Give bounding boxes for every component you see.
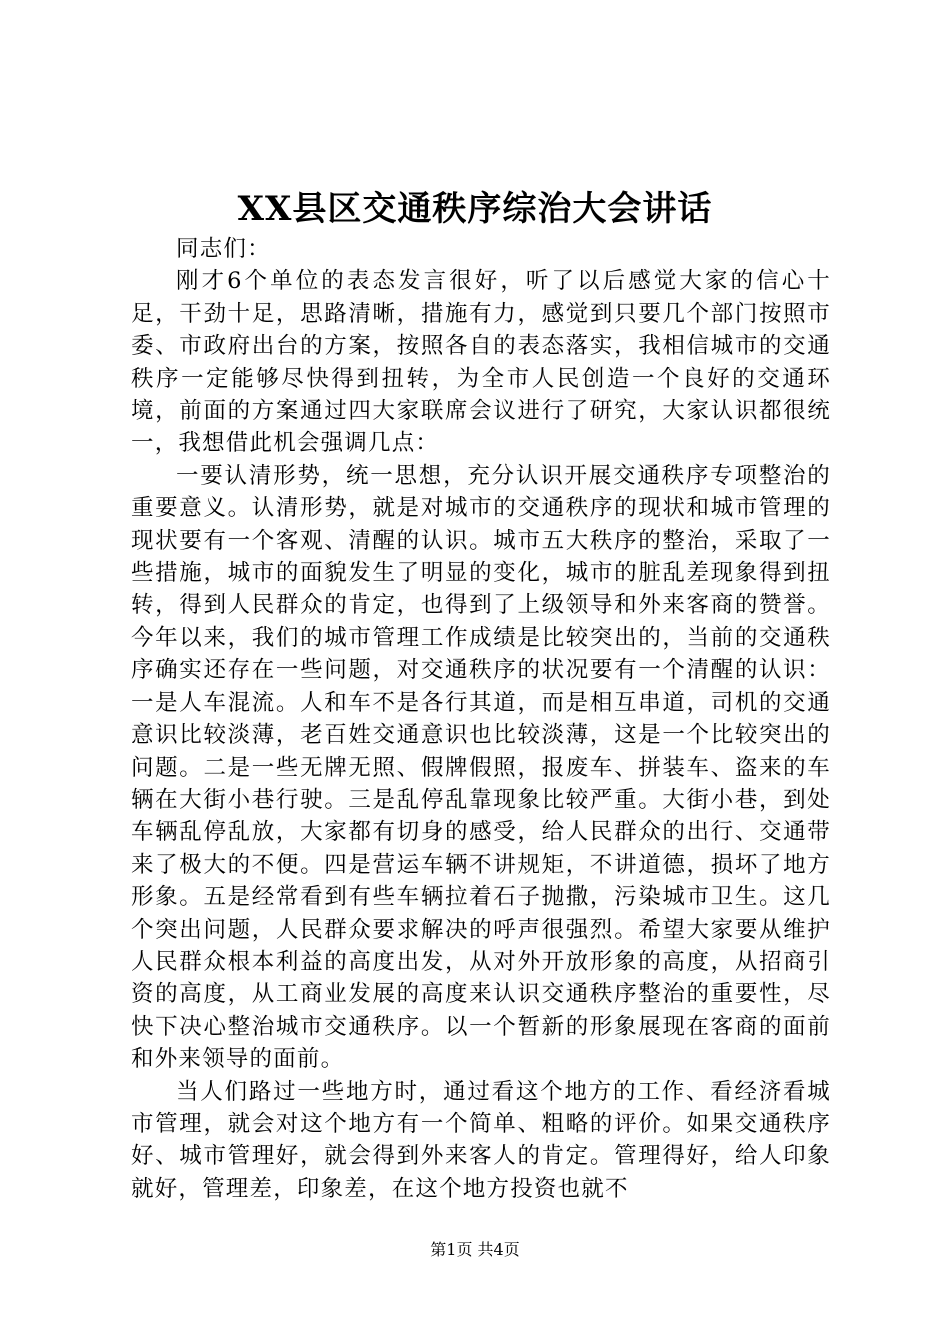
document-title: XX县区交通秩序综治大会讲话 [237,189,713,229]
paragraph-2: 一要认清形势，统一思想，充分认识开展交通秩序专项整治的重要意义。认清形势，就是对城市的交通秩序的现状和城市管理的现状要有一个客观、清醒的认识。城市五大秩序的整治，采取了一些措施，城市的面貌发生了明显的变化，城市的脏乱差现象得到扭转，得到人民群众的肯定，也得到了上级领导和外来客商的赞誉。今年以来，我们的城市管理工作成绩是比较突出的，当前的交通秩序确实还存在一些问题，对交通秩序的状况要有一个清醒的认识：一是人车混流。人和车不是各行其道，而是相互串道，司机的交通意识比较淡薄，老百姓交通意识也比较淡薄，这是一个比较突出的问题。二是一些无牌无照、假牌假照，报废车、拼装车、盗来的车辆在大街小巷行驶。三是乱停乱靠现象比较严重。大街小巷，到处车辆乱停乱放，大家都有切身的感受，给人民群众的出行、交通带来了极大的不便。四是营运车辆不讲规矩，不讲道德，损坏了地方形象。五是经常看到有些车辆拉着石子抛撒，污染城市卫生。这几个突出问题，人民群众要求解决的呼声很强烈。希望大家要从维护人民群众根本利益的高度出发，从对外开放形象的高度，从招商引资的高度，从工商业发展的高度来认识交通秩序整治的重要性，尽快下决心整治城市交通秩序。以一个暂新的形象展现在客商的面前和外来领导的面前。 [131,462,831,1073]
paragraph-1: 刚才6个单位的表态发言很好，听了以后感觉大家的信心十足，干劲十足，思路清晰，措施有力，感觉到只要几个部门按照市委、市政府出台的方案，按照各自的表态落实，我相信城市的交通秩序一定能够尽快得到扭转，为全市人民创造一个良好的交通环境，前面的方案通过四大家联席会议进行了研究，大家认识都很统一，我想借此机会强调几点： [131,268,831,457]
page-number-footer: 第1页 共4页 [430,1240,520,1259]
salutation: 同志们： [176,236,271,262]
document-body [131,233,831,1205]
paragraph-3: 当人们路过一些地方时，通过看这个地方的工作、看经济看城市管理，就会对这个地方有一个简单、粗略的评价。如果交通秩序好、城市管理好，就会得到外来客人的肯定。管理得好，给人印象就好，管理差，印象差，在这个地方投资也就不 [131,1078,831,1202]
